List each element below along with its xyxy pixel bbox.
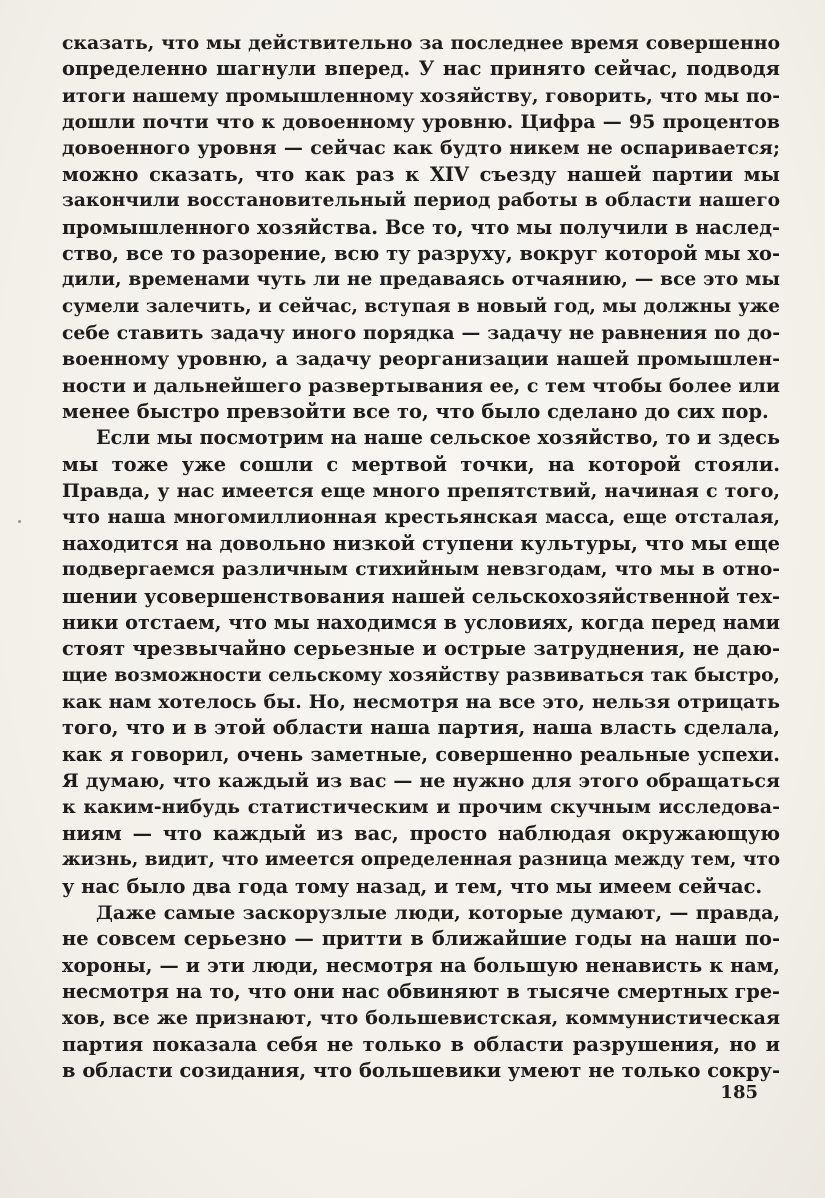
text-line: ниям — что каждый из вас, просто наблюдая окружающую bbox=[62, 821, 780, 845]
text-line: хов, все же признают, что большевистская, коммунистическая bbox=[62, 1007, 780, 1030]
text-line: Даже самые заскорузлые люди, которые думают, — правда, bbox=[96, 901, 780, 924]
text-line: можно сказать, что как раз к XIV съезду нашей партии мы bbox=[62, 162, 780, 186]
text-line: менее быстро превзойти все то, что было сделано до сих пор. bbox=[62, 400, 769, 424]
text-line: закончили восстановительный период работы в области нашего bbox=[62, 190, 780, 212]
text-line: несмотря на то, что они нас обвиняют в тысяче смертных гре- bbox=[62, 979, 780, 1003]
text-line: ники отстаем, что мы находимся в условиях, когда перед нами bbox=[62, 610, 780, 634]
paragraph bbox=[62, 900, 780, 1085]
text-line: находится на довольно низкой ступени культуры, что мы еще bbox=[62, 531, 780, 555]
text-line: не совсем серьезно — притти в ближайшие годы на наши по- bbox=[62, 927, 780, 951]
text-line: Правда, у нас имеется еще много препятствий, начиная с того, bbox=[62, 480, 780, 503]
text-line: Я думаю, что каждый из вас — не нужно для этого обращаться bbox=[62, 770, 780, 793]
paragraph bbox=[62, 425, 780, 899]
text-line: ности и дальнейшего развертывания ее, с тем чтобы более или bbox=[62, 374, 780, 397]
body-text bbox=[62, 30, 780, 1084]
text-line: себе ставить задачу иного порядка — задачу не равнения по до- bbox=[62, 321, 780, 344]
text-line: в области созидания, что большевики умеют не только сокру- bbox=[62, 1059, 780, 1083]
text-line: партия показала себя не только в области разрушения, но и bbox=[62, 1032, 780, 1056]
text-line: жизнь, видит, что имеется определенная разница между тем, что bbox=[62, 849, 780, 871]
text-line: промышленного хозяйства. Все то, что мы получили в наслед- bbox=[62, 215, 780, 239]
paper-speck bbox=[18, 520, 21, 523]
text-line: довоенного уровня — сейчас как будто никем не оспаривается; bbox=[62, 137, 780, 160]
text-line: военному уровню, а задачу реорганизации нашей промышлен- bbox=[62, 348, 780, 371]
text-line: к каким-нибудь статистическим и прочим скучным исследова- bbox=[62, 796, 780, 819]
text-line: ство, все то разорение, всю ту разруху, вокруг которой мы хо- bbox=[62, 241, 780, 265]
text-line: сказать, что мы действительно за последнее время совершенно bbox=[62, 32, 780, 54]
text-line: дили, временами чуть ли не предаваясь отчаянию, — все это мы bbox=[62, 269, 780, 291]
text-line: Если мы посмотрим на наше сельское хозяйство, то и здесь bbox=[96, 426, 780, 450]
text-line: сумели залечить, и сейчас, вступая в новый год, мы должны уже bbox=[62, 295, 780, 317]
text-line: того, что и в этой области наша партия, наша власть сделала, bbox=[62, 716, 780, 740]
paragraph bbox=[62, 30, 780, 425]
text-line: как нам хотелось бы. Но, несмотря на все это, нельзя отрицать bbox=[62, 690, 780, 713]
text-line: итоги нашему промышленному хозяйству, говорить, что мы по- bbox=[62, 84, 780, 107]
text-line: дошли почти что к довоенному уровню. Цифра — 95 процентов bbox=[62, 111, 780, 134]
text-line: как я говорил, очень заметные, совершенно реальные успехи. bbox=[62, 742, 780, 766]
text-line: стоят чрезвычайно серьезные и острые затруднения, не даю- bbox=[62, 637, 780, 661]
text-line: что наша многомиллионная крестьянская масса, еще отсталая, bbox=[62, 506, 780, 529]
text-line: шении усовершенствования нашей сельскохозяйственной тех- bbox=[62, 584, 780, 608]
text-line: у нас было два года тому назад, и тем, что мы имеем сейчас. bbox=[62, 874, 763, 898]
text-line: подвергаемся различным стихийным невзгодам, что мы в отно- bbox=[62, 559, 780, 581]
text-line: мы тоже уже сошли с мертвой точки, на которой стояли. bbox=[62, 452, 780, 476]
text-line: определенно шагнули вперед. У нас принято сейчас, подводя bbox=[62, 57, 780, 81]
page-number: 185 bbox=[720, 1082, 758, 1103]
text-line: щие возможности сельскому хозяйству развиваться так быстро, bbox=[62, 664, 780, 686]
text-line: хороны, — и эти люди, несмотря на большую ненависть к нам, bbox=[62, 953, 780, 977]
